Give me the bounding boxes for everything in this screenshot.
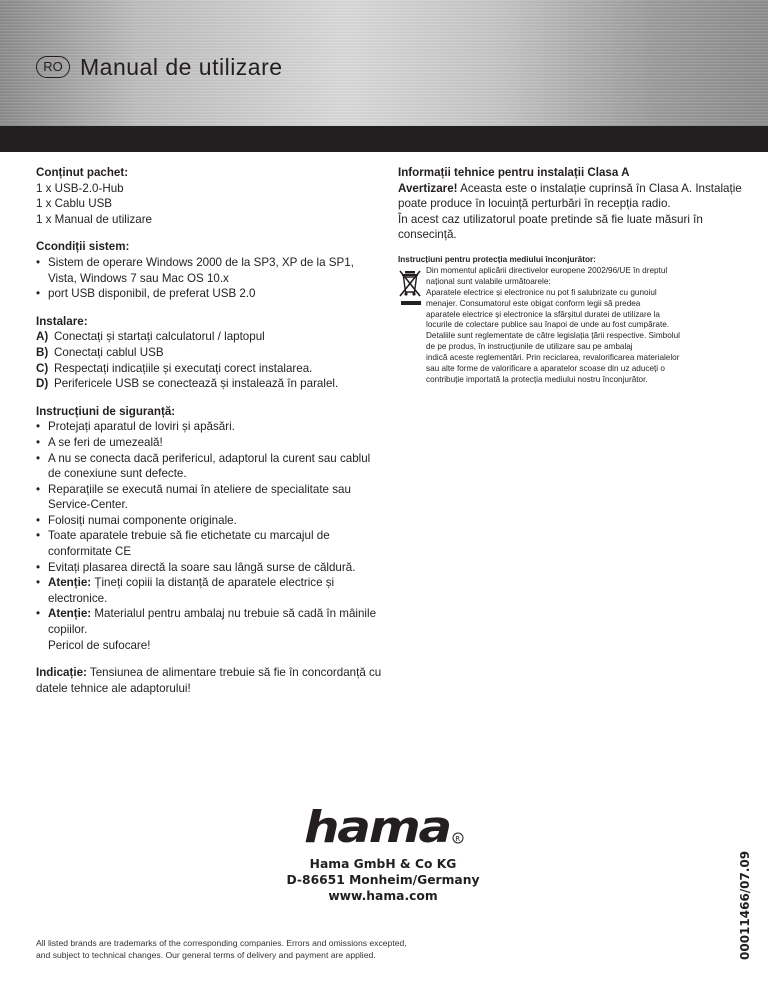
page-title: Manual de utilizare bbox=[80, 53, 283, 80]
requirement-item: • port USB disponibil, de preferat USB 2.0 bbox=[36, 286, 376, 302]
classA-heading: Informații tehnice pentru instalații Clasa A bbox=[398, 166, 630, 179]
safety-item-cont: electronice. bbox=[48, 591, 108, 605]
classA-line bbox=[398, 181, 742, 197]
document-code: 00011466/07.09 bbox=[738, 850, 752, 960]
safety-heading: Instrucțiuni de siguranță: bbox=[36, 404, 176, 418]
company-address: D-86651 Monheim/Germany bbox=[286, 873, 480, 887]
header-banner bbox=[0, 0, 768, 126]
disclaimer-line: and subject to technical changes. Our general terms of delivery and payment are applied. bbox=[36, 950, 376, 960]
hama-logo bbox=[302, 806, 468, 852]
environment-text bbox=[426, 266, 726, 386]
safety-item-cont: Pericol de sufocare! bbox=[48, 638, 151, 652]
step-text: Conectați cablul USB bbox=[54, 345, 164, 359]
note-section bbox=[36, 665, 382, 696]
requirements-heading: Ccondiții sistem: bbox=[36, 240, 130, 254]
environment-line: indică aceste reglementări. Prin reciclarea, revalorificarea materialelor bbox=[426, 353, 680, 363]
header-divider-bar bbox=[0, 126, 768, 152]
note-line: datele tehnice ale adaptorului! bbox=[36, 681, 191, 695]
classA-warning-label: Avertizare! bbox=[398, 181, 458, 195]
note-text: Tensiunea de alimentare trebuie să fie în concordanță cu bbox=[89, 666, 382, 680]
environment-line: Detaliile sunt reglementate de către legislația țării respective. Simbolul bbox=[426, 331, 680, 341]
environment-line: Aparatele electrice și electronice nu pot fi salubrizate cu gunoiul bbox=[426, 287, 657, 297]
classA-text: Aceasta este o instalație cuprinsă în Clasa A. Instalație bbox=[460, 181, 742, 195]
step-text: Perifericele USB se conectează și instalează în paralel. bbox=[54, 377, 339, 391]
safety-item: • Toate aparatele trebuie să fie etichetate cu marcajul de bbox=[36, 528, 376, 544]
classA-section bbox=[398, 165, 742, 243]
environment-section bbox=[398, 255, 733, 386]
company-name: Hama GmbH & Co KG bbox=[309, 857, 457, 871]
step-letter: A) bbox=[36, 330, 49, 344]
environment-line: menajer. Consumatorul este obigat conform legii să predea bbox=[426, 298, 641, 308]
install-heading: Instalare: bbox=[36, 314, 88, 328]
requirement-item: • Sistem de operare Windows 2000 de la SP3, XP de la SP1, bbox=[36, 255, 376, 271]
package-section bbox=[36, 165, 376, 227]
install-step bbox=[36, 345, 376, 361]
environment-line: contribuție importată la protecția mediului nostru înconjurător. bbox=[426, 374, 648, 384]
step-text: Conectați și startați calculatorul / laptopul bbox=[54, 330, 265, 344]
note-label: Indicație: bbox=[36, 666, 87, 680]
warning-label: Atenție: bbox=[48, 576, 92, 590]
classA-line: consecință. bbox=[398, 228, 457, 242]
package-heading: Conținut pachet: bbox=[36, 166, 129, 179]
safety-item: • Protejați aparatul de loviri și apăsări. bbox=[36, 419, 376, 435]
environment-line: de pe produs, în instrucțiunile de utilizare sau pe ambalaj bbox=[426, 342, 633, 352]
classA-line: poate produce în locuință perturbări în recepția radio. bbox=[398, 197, 671, 211]
safety-item-cont: de conexiune sunt defecte. bbox=[48, 467, 187, 481]
safety-item: • Reparațiile se execută numai în ateliere de specialitate sau bbox=[36, 482, 376, 498]
logo-wordmark: hama bbox=[304, 806, 450, 852]
safety-item-cont: copiilor. bbox=[48, 623, 88, 637]
classA-line: În acest caz utilizatorul poate pretinde să fie luate măsuri în bbox=[398, 212, 703, 226]
environment-line: aparatele electrice și electronice la sfârșitul duratei de utilizare la bbox=[426, 309, 660, 319]
step-letter: C) bbox=[36, 361, 49, 375]
safety-item-warning bbox=[36, 606, 376, 622]
warning-text: Țineți copiii la distanță de aparatele electrice și bbox=[94, 576, 335, 590]
safety-section bbox=[36, 404, 376, 654]
install-step bbox=[36, 361, 376, 377]
safety-item-cont: Service-Center. bbox=[48, 498, 128, 512]
environment-line: Din momentul aplicării directivelor europene 2002/96/UE în dreptul bbox=[426, 265, 668, 275]
warning-label: Atenție: bbox=[48, 607, 92, 621]
environment-body bbox=[398, 266, 733, 386]
step-text: Respectați indicațiile și executați corect instalarea. bbox=[54, 361, 313, 375]
safety-item: • Folosiți numai componente originale. bbox=[36, 513, 376, 529]
svg-text:R: R bbox=[455, 835, 461, 843]
right-column bbox=[398, 165, 742, 386]
requirement-item-cont: Vista, Windows 7 sau Mac OS 10.x bbox=[48, 271, 229, 285]
package-item: 1 x Manual de utilizare bbox=[36, 212, 152, 226]
weee-bin-icon bbox=[398, 266, 426, 386]
company-info bbox=[240, 856, 526, 904]
disclaimer-line: All listed brands are trademarks of the corresponding companies. Errors and omissions excepted, bbox=[36, 938, 407, 948]
legal-disclaimer bbox=[36, 937, 516, 961]
left-column bbox=[36, 165, 382, 708]
environment-line: locurile de colectare publice sau înapoi de unde au fost cumpărate. bbox=[426, 320, 670, 330]
install-step bbox=[36, 376, 376, 392]
install-step bbox=[36, 329, 376, 345]
environment-heading: Instrucțiuni pentru protecția mediului înconjurător: bbox=[398, 254, 596, 264]
safety-item: • A se feri de umezeală! bbox=[36, 435, 376, 451]
environment-line: sau alte forme de valorificare a aparatelor scoase din uz aduceți o bbox=[426, 364, 665, 374]
language-badge: RO bbox=[36, 56, 70, 78]
note-line bbox=[36, 665, 382, 681]
warning-text: Materialul pentru ambalaj nu trebuie să cadă în mâinile bbox=[94, 607, 377, 621]
step-letter: D) bbox=[36, 377, 49, 391]
package-item: 1 x USB-2.0-Hub bbox=[36, 181, 124, 195]
install-section bbox=[36, 314, 376, 392]
safety-item: • A nu se conecta dacă perifericul, adaptorul la curent sau cablul bbox=[36, 451, 376, 467]
requirements-section bbox=[36, 239, 376, 301]
manual-title bbox=[36, 52, 283, 82]
package-item: 1 x Cablu USB bbox=[36, 197, 113, 211]
environment-line: național sunt valabile următoarele: bbox=[426, 276, 551, 286]
step-letter: B) bbox=[36, 345, 49, 359]
safety-item-warning bbox=[36, 575, 376, 591]
safety-item-cont: conformitate CE bbox=[48, 545, 132, 559]
safety-item: • Evitați plasarea directă la soare sau lângă surse de căldură. bbox=[36, 560, 376, 576]
company-url[interactable]: www.hama.com bbox=[328, 889, 438, 903]
